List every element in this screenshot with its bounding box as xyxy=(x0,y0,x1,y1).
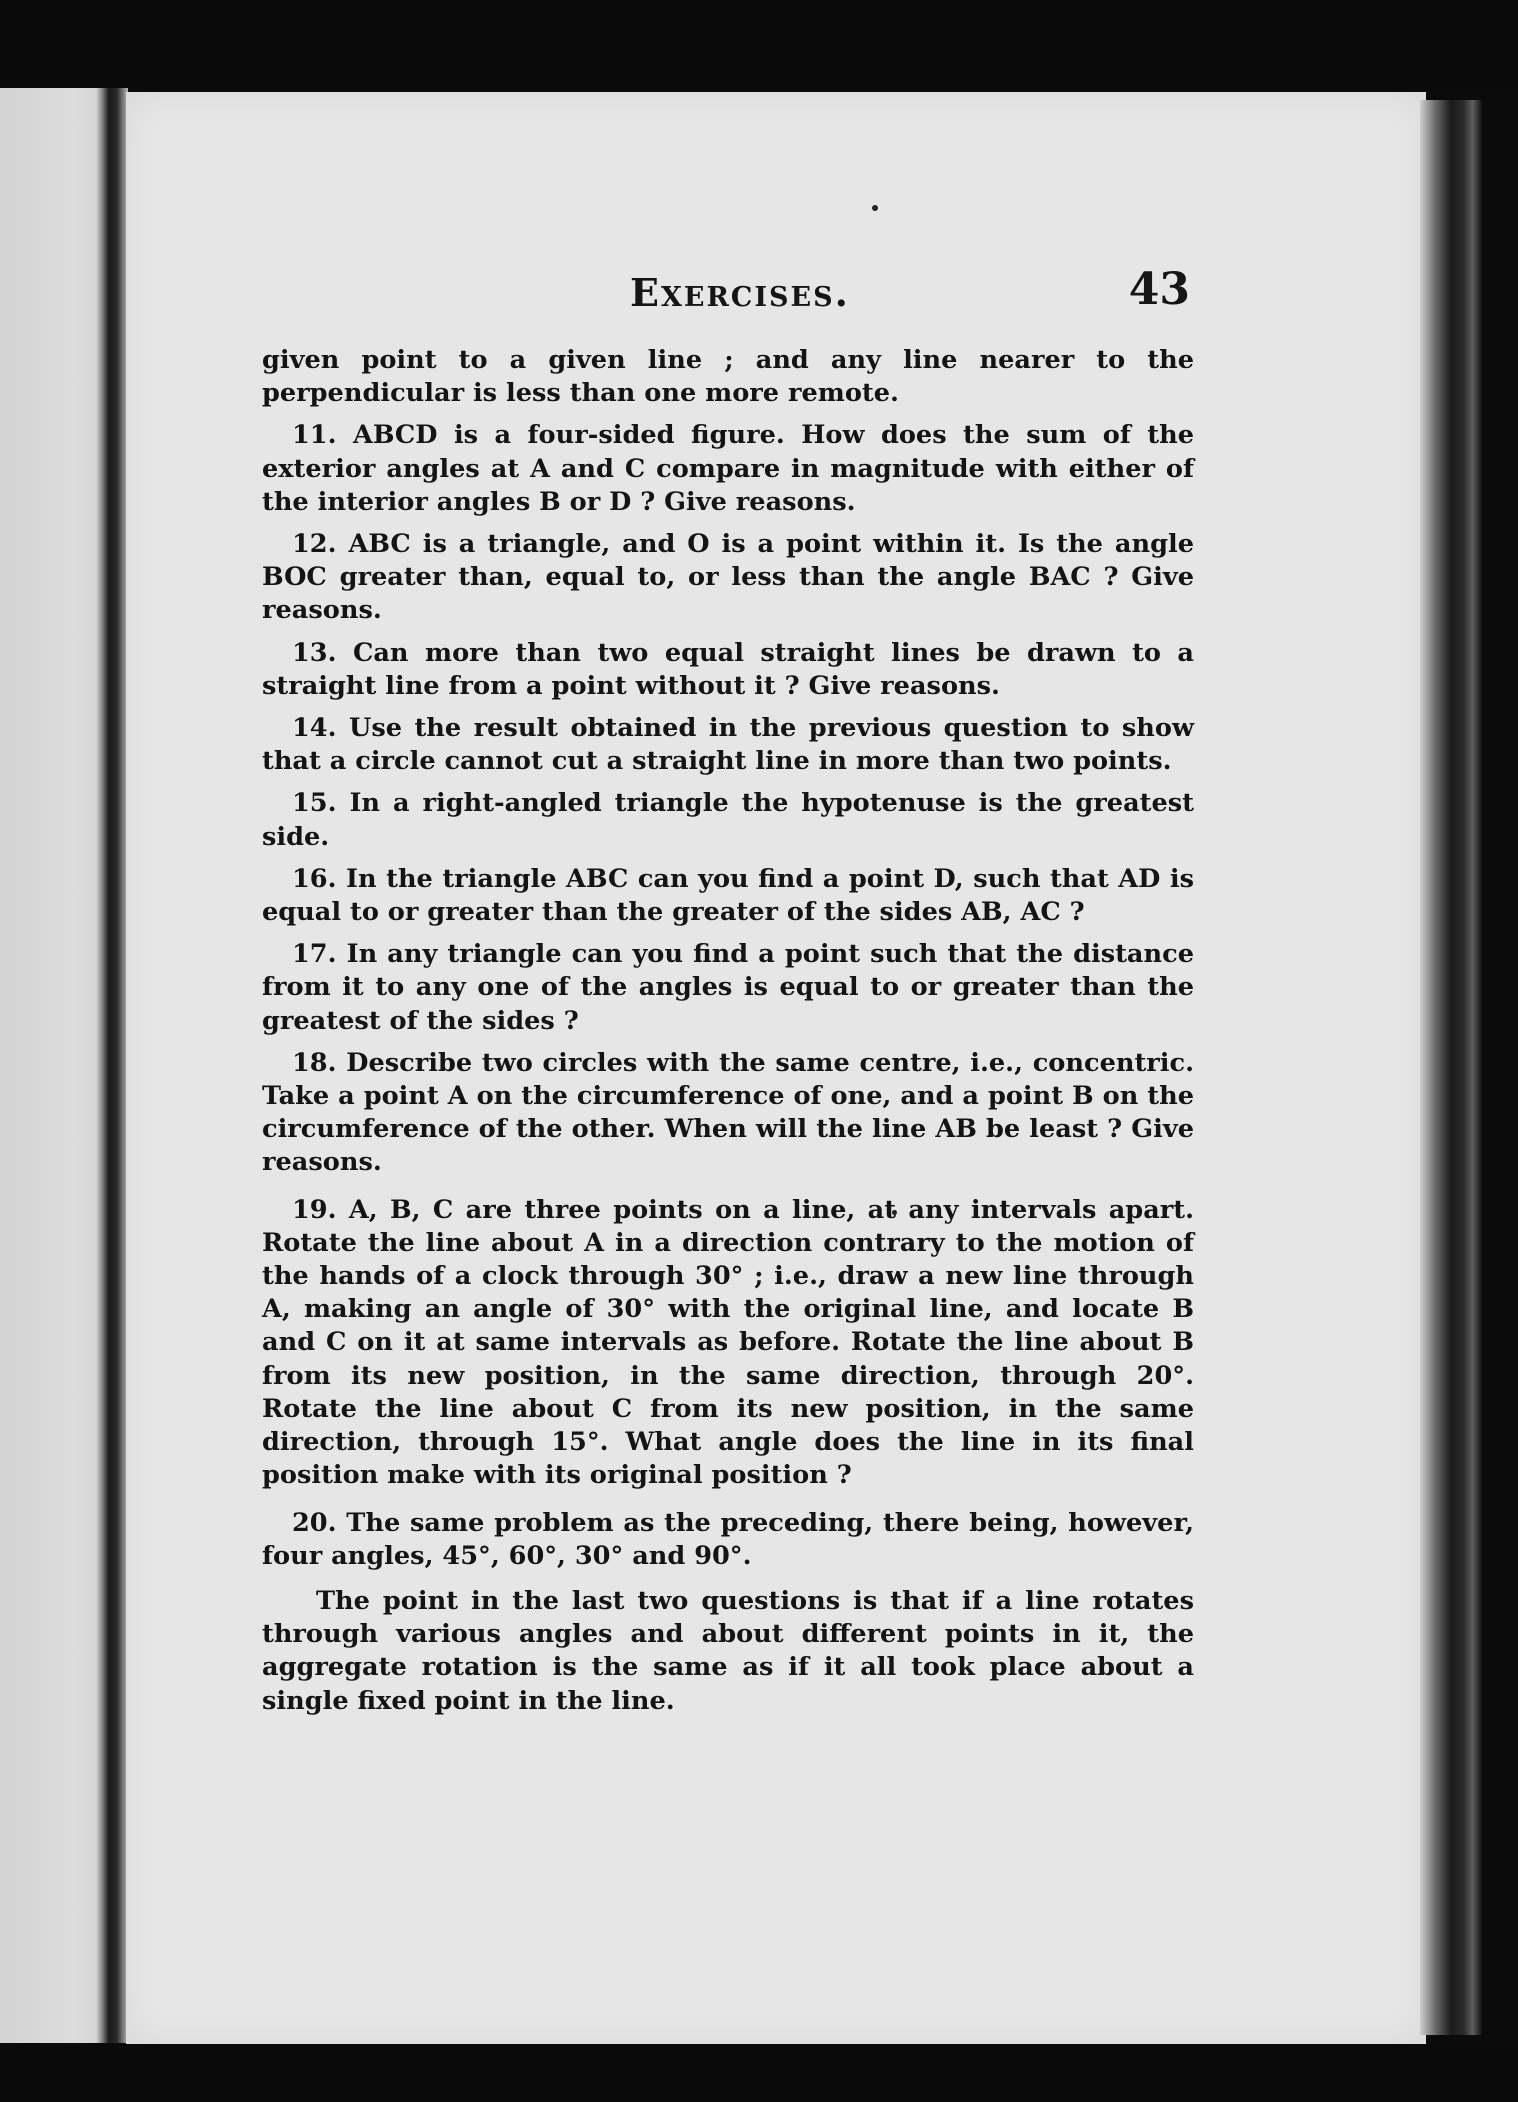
scan-bottom-border xyxy=(0,2044,1518,2102)
page-header xyxy=(630,264,1190,324)
exercise-19: 19. A, B, C are three points on a line, at any intervals apart. Rotate the line about A in a direction contrary to the motion of the hands of a clock through 30° ; i.e., draw a new line through A, making an angle of 30° with the original line, and locate B and C on it at same intervals as before. Rotate the line about B from its new position, in the same direction, through 20°. Rotate the line about C from its new position, in the same direction, through 15°. What angle does the line in its final position make with its original position ? xyxy=(262,1194,1194,1491)
exercise-text xyxy=(262,344,1194,1718)
exercise-12: 12. ABC is a triangle, and O is a point within it. Is the angle BOC greater than, equal to, or less than the angle BAC ? Give reasons. xyxy=(262,529,1194,626)
exercise-11: 11. ABCD is a four-sided figure. How does the sum of the exterior angles at A and C compare in magnitude with either of the interior angles B or D ? Give reasons. xyxy=(262,420,1194,517)
print-speck xyxy=(872,205,878,211)
book-gutter xyxy=(96,88,128,2043)
continued-paragraph: given point to a given line ; and any line nearer to the perpendicular is less than one more remote. xyxy=(262,345,1194,409)
closing-note: The point in the last two questions is that if a line rotates through various angles and about different points in it, the aggregate rotation is the same as if it all took place about a single fixed point in the line. xyxy=(262,1585,1194,1716)
page-number: 43 xyxy=(1128,264,1190,315)
scan-top-border xyxy=(0,0,1518,92)
exercise-14: 14. Use the result obtained in the previous question to show that a circle cannot cut a straight line in more than two points. xyxy=(262,713,1194,777)
exercise-17: 17. In any triangle can you find a point such that the distance from it to any one of the angles is equal to or greater than the greatest of the sides ? xyxy=(262,939,1194,1036)
exercise-18: 18. Describe two circles with the same centre, i.e., concentric. Take a point A on the circumference of one, and a point B on the circumference of the other. When will the line AB be least ? Give reasons. xyxy=(262,1047,1194,1178)
exercise-16: 16. In the triangle ABC can you find a point D, such that AD is equal to or greater than the greater of the sides AB, AC ? xyxy=(262,863,1194,928)
running-title: Exercises. xyxy=(630,270,850,315)
exercise-15: 15. In a right-angled triangle the hypotenuse is the greatest side. xyxy=(262,788,1194,852)
exercise-20: 20. The same problem as the preceding, there being, however, four angles, 45°, 60°, 30° and 90°. xyxy=(262,1507,1194,1571)
exercise-13: 13. Can more than two equal straight lines be drawn to a straight line from a point without it ? Give reasons. xyxy=(262,637,1194,701)
book-page-edges xyxy=(1420,100,1482,2035)
